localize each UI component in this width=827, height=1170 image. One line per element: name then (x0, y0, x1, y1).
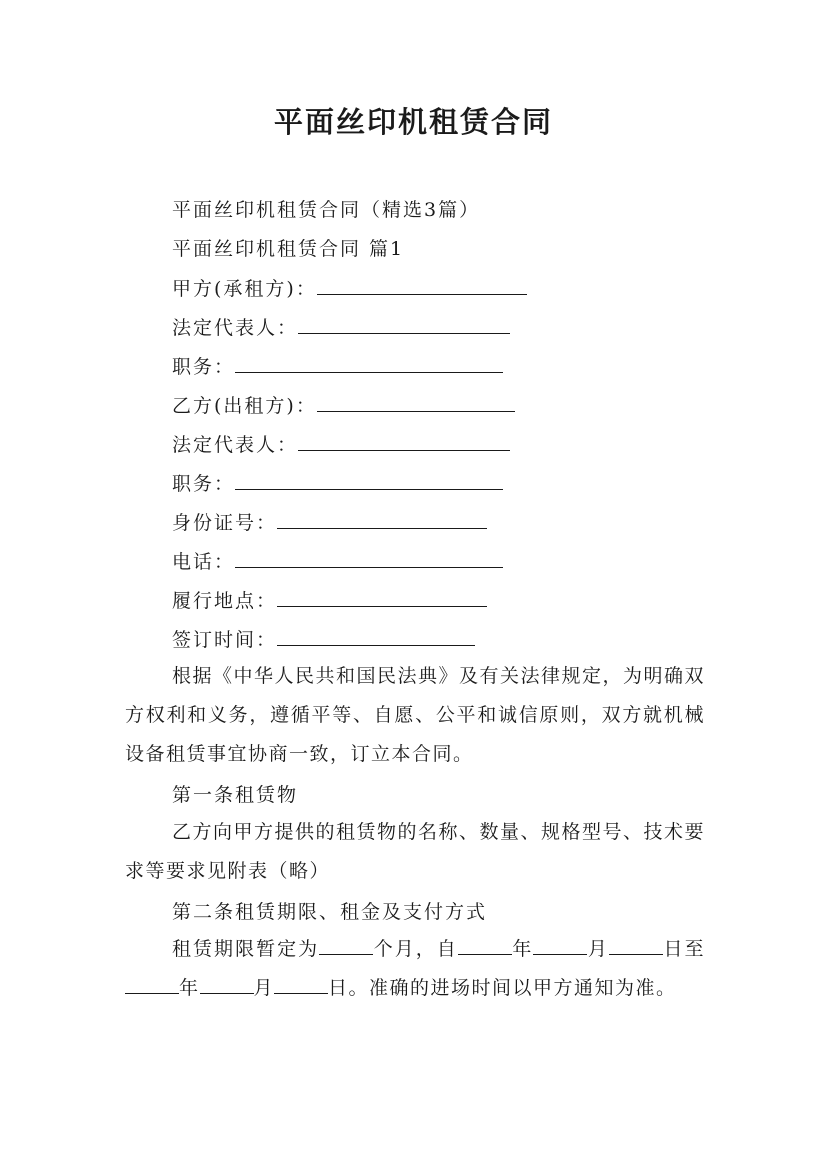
field-label: 签订时间： (172, 629, 278, 651)
term-text: 日至 (662, 938, 705, 960)
fill-in-blank (125, 977, 179, 994)
party-a-field (172, 274, 527, 302)
article-2-heading: 第二条租赁期限、租金及支付方式 (172, 901, 488, 923)
term-text: 日。准确的进场时间以甲方通知为准。 (328, 977, 677, 999)
fill-in-blank (317, 274, 527, 295)
party-a-position-field (172, 352, 503, 380)
term-text: 个月，自 (373, 938, 458, 960)
party-a-legal-rep-field (172, 313, 510, 341)
fill-in-blank (277, 508, 487, 529)
document-subtitle: 平面丝印机租赁合同（精选3篇） (172, 199, 481, 221)
fill-in-blank (235, 469, 503, 490)
article-1-paragraph: 乙方向甲方提供的租赁物的名称、数量、规格型号、技术要求等要求见附表（略） (125, 821, 706, 882)
field-label: 法定代表人： (172, 434, 299, 456)
field-label: 法定代表人： (172, 317, 299, 339)
term-text: 年 (511, 938, 534, 960)
field-label: 电话： (172, 551, 236, 573)
fill-in-blank (298, 313, 510, 334)
fill-in-blank (298, 430, 510, 451)
fill-in-blank (319, 938, 373, 955)
fill-in-blank (200, 977, 254, 994)
term-text: 月 (587, 938, 609, 960)
field-label: 履行地点： (172, 590, 278, 612)
section-heading: 平面丝印机租赁合同 篇1 (172, 238, 405, 260)
article-1-heading: 第一条租赁物 (172, 784, 299, 806)
phone-field (172, 547, 503, 575)
lease-term-paragraph (125, 930, 705, 1008)
fill-in-blank (235, 547, 503, 568)
term-text: 年 (179, 977, 200, 999)
id-number-field (172, 508, 487, 536)
fill-in-blank (274, 977, 328, 994)
field-label: 职务： (172, 473, 236, 495)
fill-in-blank (277, 586, 487, 607)
preamble-paragraph: 根据《中华人民共和国民法典》及有关法律规定，为明确双方权利和义务，遵循平等、自愿、公平和诚信原则，双方就机械设备租赁事宜协商一致，订立本合同。 (125, 665, 706, 765)
signing-time-field (172, 625, 475, 653)
party-b-field (172, 391, 515, 419)
performance-location-field (172, 586, 487, 614)
fill-in-blank (609, 938, 663, 955)
fill-in-blank (317, 391, 515, 412)
document-title: 平面丝印机租赁合同 (273, 105, 553, 139)
term-text: 租赁期限暂定为 (172, 938, 320, 960)
field-label: 身份证号： (172, 512, 278, 534)
field-label: 甲方(承租方)： (172, 278, 317, 300)
fill-in-blank (277, 625, 475, 646)
field-label: 乙方(出租方)： (172, 395, 317, 417)
party-b-legal-rep-field (172, 430, 510, 458)
fill-in-blank (235, 352, 503, 373)
field-label: 职务： (172, 356, 236, 378)
party-b-position-field (172, 469, 503, 497)
fill-in-blank (533, 938, 587, 955)
fill-in-blank (458, 938, 512, 955)
term-text: 月 (253, 977, 275, 999)
